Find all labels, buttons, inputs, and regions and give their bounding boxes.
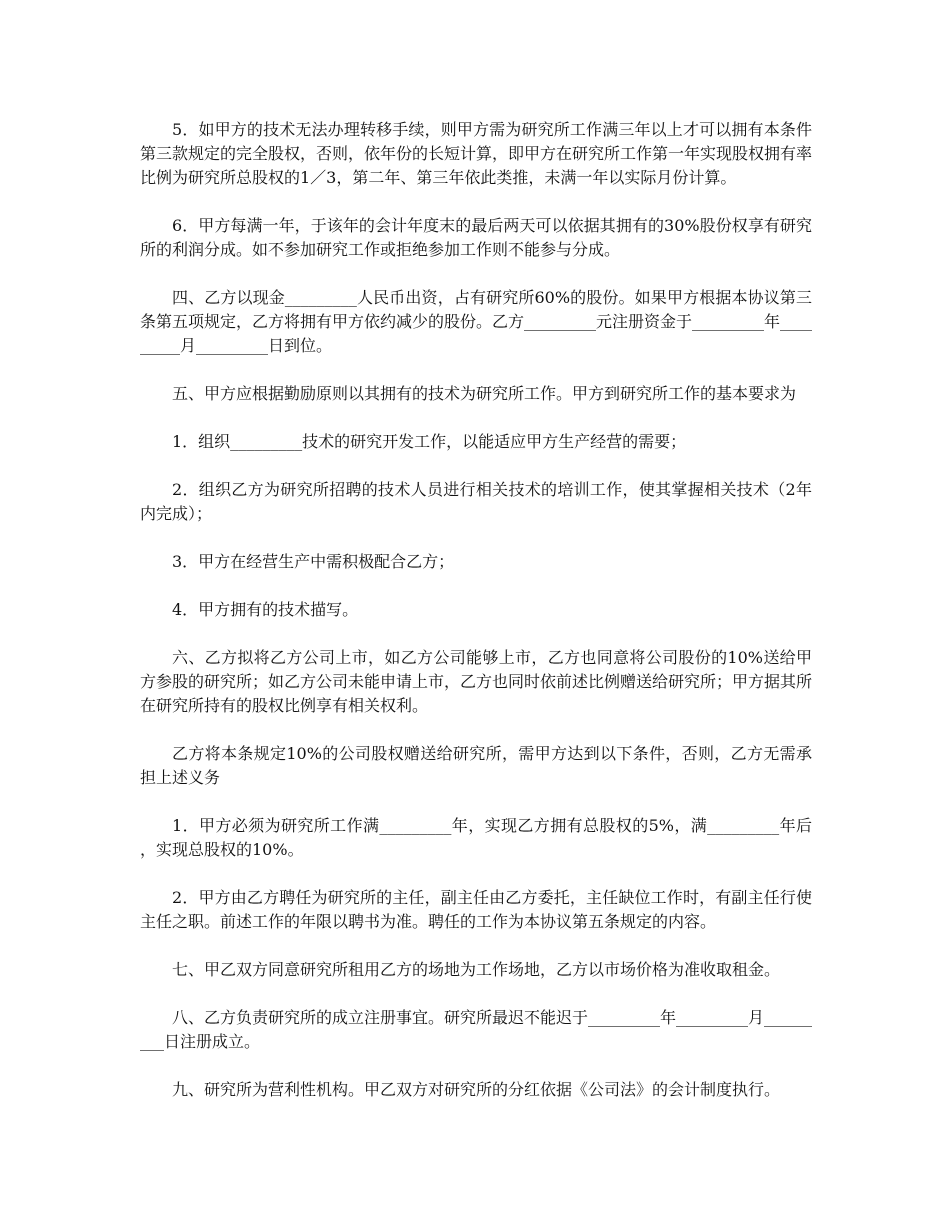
article-8-paragraph: 八、乙方负责研究所的成立注册事宜。研究所最迟不能迟于_________年_________月_________日注册成立。	[140, 1008, 813, 1051]
clause-6-paragraph: 6．甲方每满一年，于该年的会计年度末的最后两天可以依据其拥有的30%股份权享有研究所的利润分成。如不参加研究工作或拒绝参加工作则不能参与分成。	[140, 216, 812, 259]
article-6-paragraph: 六、乙方拟将乙方公司上市，如乙方公司能够上市，乙方也同意将公司股份的10%送给甲方参股的研究所；如乙方公司未能申请上市，乙方也同时依前述比例赠送给研究所；甲方据其所在研究所持有的股权比例享有相关权利。	[140, 648, 813, 715]
article-5-paragraph: 五、甲方应根据勤励原则以其拥有的技术为研究所工作。甲方到研究所工作的基本要求为	[172, 384, 797, 403]
article-9-paragraph: 九、研究所为营利性机构。甲乙双方对研究所的分红依据《公司法》的会计制度执行。	[172, 1080, 781, 1099]
article-5-item-4: 4．甲方拥有的技术描写。	[172, 600, 359, 619]
article-6-conditions-paragraph: 乙方将本条规定10%的公司股权赠送给研究所，需甲方达到以下条件，否则，乙方无需承担上述义务	[140, 744, 812, 787]
article-5-item-2: 2．组织乙方为研究所招聘的技术人员进行相关技术的培训工作，使其掌握相关技术（2年内完成）；	[140, 480, 812, 523]
article-6-item-1: 1．甲方必须为研究所工作满_________年，实现乙方拥有总股权的5%，满_________年后，实现总股权的10%。	[140, 816, 812, 859]
article-5-item-1: 1．组织_________技术的研究开发工作，以能适应甲方生产经营的需要；	[172, 432, 687, 451]
article-4-paragraph: 四、乙方以现金_________人民币出资，占有研究所60%的股份。如果甲方根据本协议第三条第五项规定，乙方将拥有甲方依约减少的股份。乙方_________元注册资金于_________年_________月_________日到位。	[140, 288, 813, 355]
article-6-item-2: 2．甲方由乙方聘任为研究所的主任，副主任由乙方委托，主任缺位工作时，有副主任行使主任之职。前述工作的年限以聘书为准。聘任的工作为本协议第五条规定的内容。	[140, 888, 812, 931]
article-7-paragraph: 七、甲乙双方同意研究所租用乙方的场地为工作场地，乙方以市场价格为准收取租金。	[172, 960, 781, 979]
clause-5-paragraph: 5．如甲方的技术无法办理转移手续，则甲方需为研究所工作满三年以上才可以拥有本条件第三款规定的完全股权，否则，依年份的长短计算，即甲方在研究所工作第一年实现股权拥有率比例为研究所总股权的1／3，第二年、第三年依此类推，未满一年以实际月份计算。	[140, 120, 813, 187]
article-5-item-3: 3．甲方在经营生产中需积极配合乙方；	[172, 552, 455, 571]
document-body	[140, 118, 812, 1126]
